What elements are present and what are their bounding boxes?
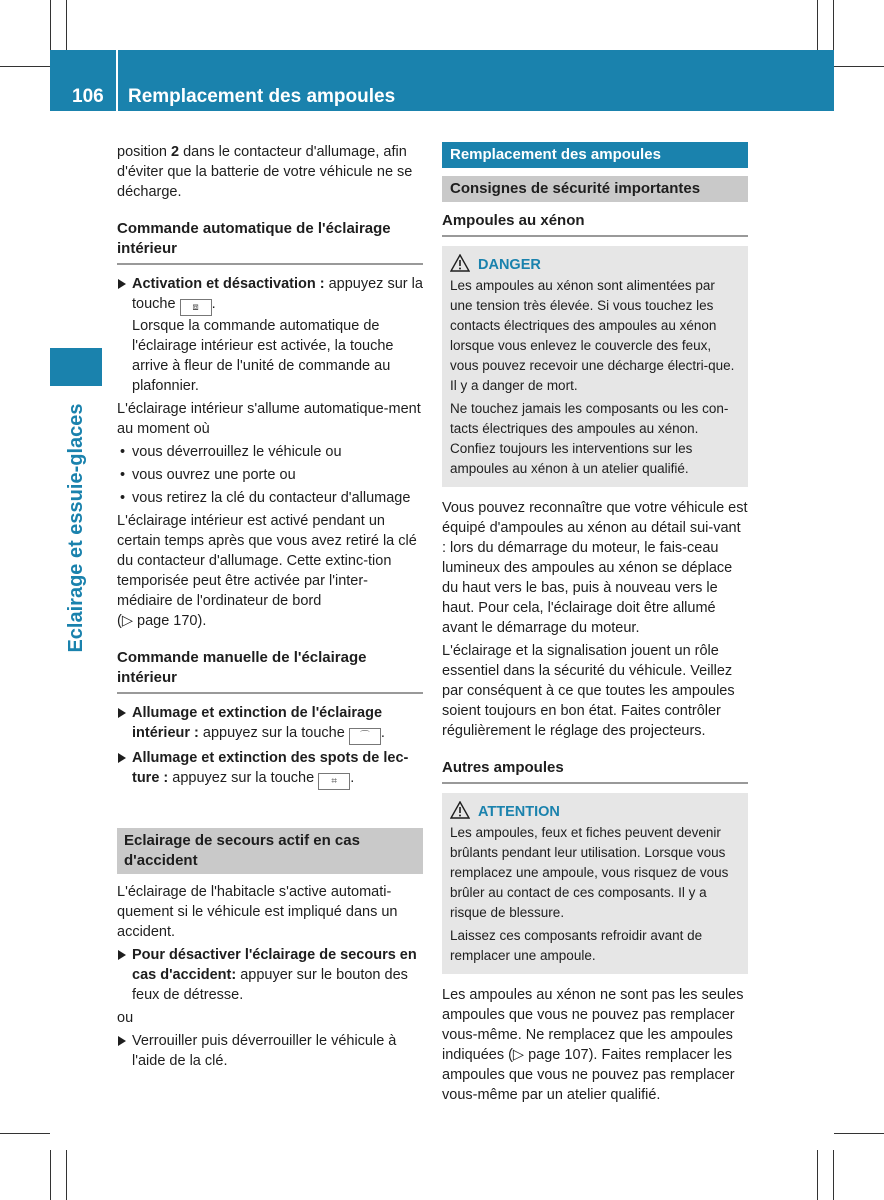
attention-title: ATTENTION: [450, 801, 740, 822]
interior-light-key-icon: ⧈: [180, 299, 212, 316]
list-item: • vous retirez la clé du contacteur d'allumage: [117, 488, 423, 508]
auto-text: L'éclairage intérieur s'allume automatique-ment au moment où: [117, 401, 421, 437]
step-reading-lamps: Allumage et extinction des spots de lec-ture : appuyez sur la touche ⌗ .: [117, 748, 423, 790]
step-lock-unlock: Verrouiller puis déverrouiller le véhicule à l'aide de la clé.: [117, 1031, 423, 1071]
crop-mark: [833, 1150, 834, 1200]
danger-text-2: Ne touchez jamais les composants ou les con-tacts électriques des ampoules au xénon. Confiez toujours les interventions sur les ampoules au xénon à un atelier qualifié.: [450, 401, 729, 476]
final-paragraph: Les ampoules au xénon ne sont pas les seules ampoules que vous ne pouvez pas remplacer vous-même. Ne remplacez que les ampoules indiquées (▷ page 107). Faites remplacer les ampoules que vous ne pouvez pas remplacer vous-même par un atelier qualifié.: [442, 987, 744, 1103]
crop-mark: [50, 1150, 51, 1200]
section-heading-safety: Consignes de sécurité importantes: [442, 176, 748, 202]
step-activation-note: Lorsque la commande automatique de l'éclairage intérieur est activée, la touche arrive à fleur de l'unité de commande au plafonnier.: [132, 318, 394, 394]
or-text: ou: [117, 1010, 134, 1026]
intro-paragraph: position 2 dans le contacteur d'allumage, afin d'éviter que la batterie de votre véhicule ne se décharge.: [117, 144, 413, 200]
header-divider: [116, 50, 118, 111]
crop-mark: [834, 1133, 884, 1134]
section-heading-xenon: Ampoules au xénon: [442, 211, 748, 237]
list-item: • vous déverrouillez le véhicule ou: [117, 442, 423, 462]
section-heading-replacement: Remplacement des ampoules: [442, 142, 748, 168]
section-heading-auto: Commande automatique de l'éclairage intérieur: [117, 219, 423, 265]
warning-triangle-icon: [450, 254, 470, 272]
crop-mark: [66, 1150, 67, 1200]
section-heading-other: Autres ampoules: [442, 758, 748, 784]
interior-light-key-icon: ⌒: [349, 728, 381, 745]
crop-mark: [817, 1150, 818, 1200]
page-number: 106: [72, 86, 104, 107]
section-heading-emergency: Eclairage de secours actif en cas d'accident: [117, 828, 423, 874]
step-activation: Activation et désactivation : appuyez sur la touche ⧈ . Lorsque la commande automatique de l'éclairage intérieur est activée, la touche arrive à fleur de l'unité de commande au plafonnier.: [117, 274, 423, 396]
xenon-paragraph-2: L'éclairage et la signalisation jouent un rôle essentiel dans la sécurité du véhicule. Veillez par conséquent à ce que toutes les ampoules soient toujours en bon état. Faites contrôler régulièrement le réglage des projecteurs.: [442, 643, 735, 739]
attention-text-1: Les ampoules, feux et fiches peuvent devenir brûlants pendant leur utilisation. Lorsque vous remplacez une ampoule, vous risquez de vous brûler au contact de ces composants. Il y a risque de blessure.: [450, 825, 729, 920]
crop-mark: [817, 0, 818, 50]
danger-text-1: Les ampoules au xénon sont alimentées par une tension très élevée. Si vous touchez les contacts électriques des ampoules au xénon lorsque vous enlevez le couvercle des feux, vous pouvez recevoir une décharge électri-que. Il y a danger de mort.: [450, 278, 735, 393]
list-item: • vous ouvrez une porte ou: [117, 465, 423, 485]
step-deactivate-emergency: Pour désactiver l'éclairage de secours en cas d'accident: appuyer sur le bouton des feux de détresse.: [117, 945, 423, 1005]
crop-mark: [834, 66, 884, 67]
chapter-tab: [50, 348, 102, 386]
timed-text: L'éclairage intérieur est activé pendant un certain temps après que vous avez retiré la clé du contacteur d'allumage. Cette extinc-tion temporisée peut être activée par l'inter-médiaire de l'ordinateur de bord (▷ page 170).: [117, 513, 417, 629]
danger-box: [442, 246, 748, 487]
crop-mark: [833, 0, 834, 50]
reading-lamp-key-icon: ⌗: [318, 773, 350, 790]
crop-mark: [0, 1133, 50, 1134]
step-interior-light: Allumage et extinction de l'éclairage intérieur : appuyez sur la touche ⌒ .: [117, 703, 423, 745]
attention-text-2: Laissez ces composants refroidir avant de remplacer une ampoule.: [450, 928, 703, 963]
crop-mark: [0, 66, 50, 67]
warning-triangle-icon: [450, 801, 470, 819]
crop-mark: [50, 0, 51, 50]
page-title: Remplacement des ampoules: [128, 86, 396, 107]
xenon-paragraph-1: Vous pouvez reconnaître que votre véhicule est équipé d'ampoules au xénon au détail sui-vant : lors du démarrage du moteur, le fais-ceau lumineux des ampoules au xénon se déplace du haut vers le bas, puis à nouveau vers le haut. Pour cela, l'éclairage doit être allumé avant le démarrage du moteur.: [442, 500, 748, 636]
danger-title: DANGER: [450, 254, 740, 275]
right-column: [442, 142, 748, 1108]
crop-mark: [66, 0, 67, 50]
attention-box: [442, 793, 748, 974]
left-column: [117, 142, 423, 1074]
emergency-text: L'éclairage de l'habitacle s'active automati-quement si le véhicule est impliqué dans un accident.: [117, 884, 398, 940]
section-heading-manual: Commande manuelle de l'éclairage intérieur: [117, 648, 423, 694]
page-reference: (▷ page 170).: [117, 613, 207, 629]
chapter-label: Eclairage et essuie-glaces: [65, 403, 87, 653]
